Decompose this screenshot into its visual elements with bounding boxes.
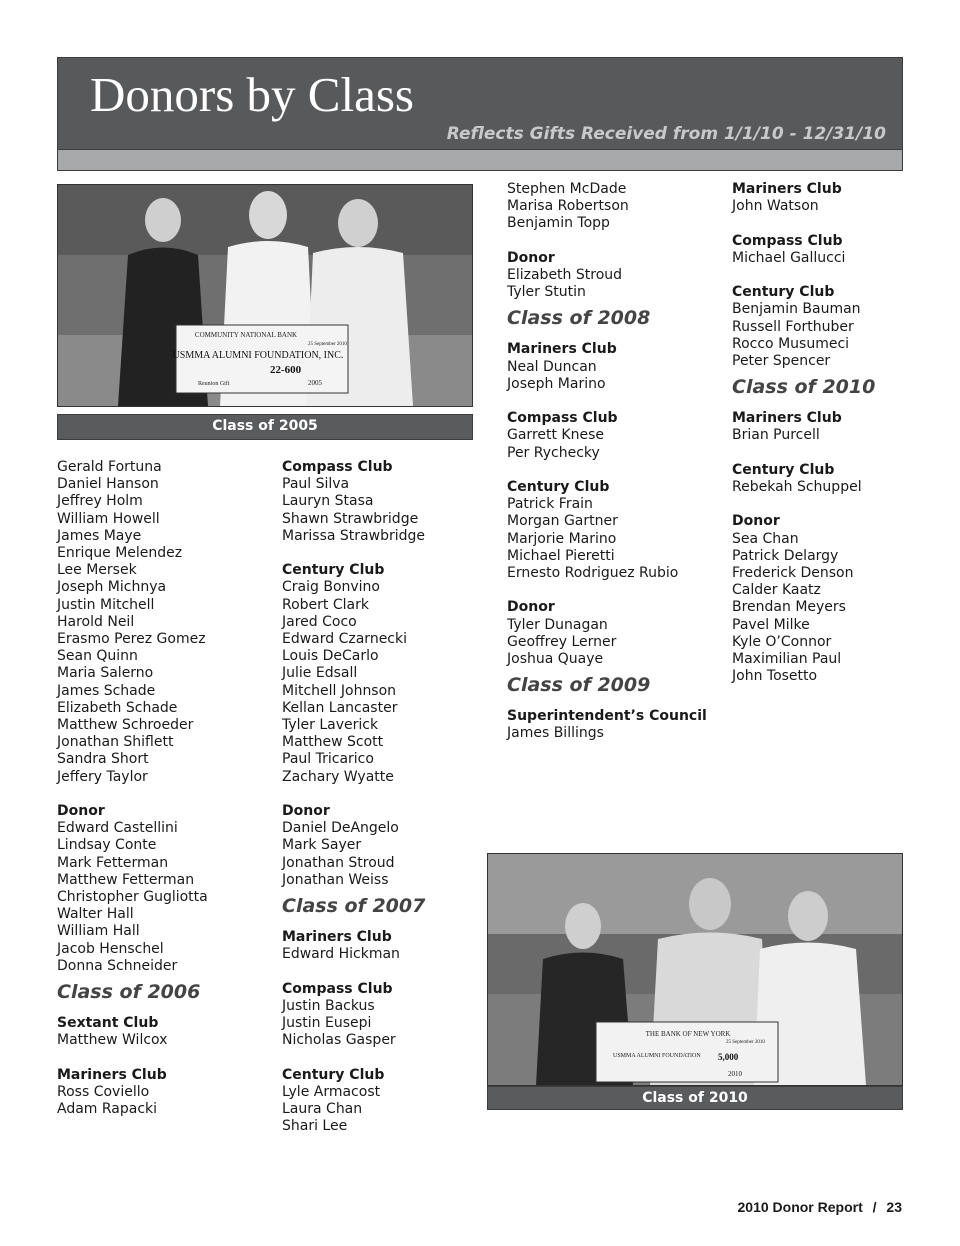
donor-name: Jonathan Stroud [282,854,395,871]
donor-name: Benjamin Topp [507,215,610,232]
giving-level-heading: Donor [57,803,105,820]
donor-name: Joseph Michnya [57,579,167,596]
donor-name: Robert Clark [282,596,369,613]
donor-name: Elizabeth Stroud [507,267,623,283]
giving-level-heading: Mariners Club [732,410,842,427]
donor-name: Frederick Denson [732,565,854,581]
donor-name: Joshua Quaye [507,651,604,668]
donor-name: Daniel DeAngelo [282,820,399,837]
donor-name: Paul Silva [282,476,350,493]
donor-name: Edward Czarnecki [282,631,408,648]
donor-name: Maria Salerno [57,665,154,682]
giving-level-heading: Mariners Club [57,1066,167,1083]
donor-name: Michael Pieretti [507,547,615,564]
footer-label: 2010 Donor Report [737,1199,863,1215]
donor-name: John Watson [732,198,819,215]
page-number: 23 [886,1199,902,1215]
donor-name: Nicholas Gasper [282,1032,396,1049]
donor-name: Tyler Laverick [282,717,379,734]
class-year-heading: Class of 2006 [57,981,201,1004]
donor-name: James Schade [57,682,156,699]
spacer [57,1049,272,1066]
check-class-left: 2005 [308,379,322,387]
check-memo-left: Reunion Gift [198,381,230,387]
check-bank-right: THE BANK OF NEW YORK [645,1030,731,1038]
donor-name: Matthew Scott [282,734,384,751]
donor-name: Enrique Melendez [57,545,183,562]
donor-name: Brendan Meyers [732,599,846,616]
donor-column-2 [282,459,482,1135]
donor-name: John Tosetto [732,668,818,685]
donor-name: Lindsay Conte [57,837,157,854]
donor-name: Lyle Armacost [282,1083,381,1100]
giving-level-heading: Mariners Club [732,181,842,197]
donor-name: Maximilian Paul [732,651,842,668]
donor-name: Paul Tricarico [282,751,374,768]
class-year-heading: Class of 2007 [282,895,426,918]
spacer [732,215,932,232]
check-payee-right: USMMA ALUMNI FOUNDATION [613,1053,701,1059]
donor-name: William Hall [57,923,140,940]
donor-name: Geoffrey Lerner [507,633,617,650]
donor-name: Benjamin Bauman [732,301,861,318]
donor-name: Kyle O’Connor [732,633,832,650]
donor-name: Zachary Wyatte [282,768,394,785]
donor-name: Justin Eusepi [282,1015,372,1032]
donor-name: Julie Edsall [282,665,358,682]
donor-name: Jonathan Weiss [282,871,389,888]
donor-name: Laura Chan [282,1101,363,1118]
spacer [507,582,725,599]
donor-name: Sean Quinn [57,648,138,665]
donor-name: Sea Chan [732,530,799,547]
giving-level-heading: Compass Club [282,459,393,475]
caption-class-2010: Class of 2010 [487,1086,903,1110]
donor-name: Rebekah Schuppel [732,479,862,495]
giving-level-heading: Century Club [732,461,835,478]
donor-name: Patrick Delargy [732,547,839,564]
donor-name: Harold Neil [57,613,135,630]
donor-name: Rocco Musumeci [732,335,850,352]
donor-name: Jeffrey Holm [57,493,143,510]
donor-name: Stephen McDade [507,181,627,197]
class-year-heading: Class of 2008 [507,307,651,330]
donor-name: Jonathan Shiflett [57,734,174,751]
donor-name: Adam Rapacki [57,1101,158,1118]
donor-name: Elizabeth Schade [57,699,178,716]
donor-name: Russell Forthuber [732,318,854,335]
donor-name: Matthew Fetterman [57,871,195,888]
spacer [507,393,725,410]
footer-separator: / [872,1199,877,1215]
header-band [58,149,902,170]
donor-name: Mark Sayer [282,837,362,854]
donor-name: Shawn Strawbridge [282,510,419,527]
check-amount-right: 5,000 [718,1052,739,1062]
donor-name: James Maye [57,527,142,544]
donor-column-4 [732,181,932,685]
giving-level-heading: Donor [507,599,555,616]
donor-name: Neal Duncan [507,358,597,375]
check-date-left: 25 September 2010 [308,342,347,347]
donor-name: Marissa Strawbridge [282,527,426,544]
check-class-right: 2010 [728,1070,742,1078]
photo-class-2005 [57,184,473,407]
giving-level-heading: Donor [507,249,555,266]
photo-class-2010 [487,853,903,1086]
donor-name: Tyler Stutin [507,284,586,301]
giving-level-heading: Century Club [507,479,610,495]
photo-class-2010-image [488,854,902,1085]
donor-name: Tyler Dunagan [507,616,608,633]
giving-level-heading: Century Club [282,562,385,579]
donor-name: William Howell [57,510,160,527]
donor-name: Michael Gallucci [732,249,846,266]
check-payee-left: USMMA ALUMNI FOUNDATION, INC. [172,350,344,361]
spacer [732,445,932,462]
donor-name: Marjorie Marino [507,530,617,547]
donor-name: Shari Lee [282,1118,348,1135]
page-footer [738,1199,903,1215]
donor-name: Per Rychecky [507,444,600,461]
donor-name: Donna Schneider [57,957,178,974]
giving-level-heading: Sextant Club [57,1015,159,1032]
donor-name: Christopher Gugliotta [57,889,208,906]
giving-level-heading: Donor [732,513,780,530]
spacer [507,233,725,250]
page-header [57,57,903,171]
page-subtitle: Reflects Gifts Received from 1/1/10 - 12/31/10 [446,124,886,144]
donor-name: Mitchell Johnson [282,682,397,699]
spacer [282,1049,482,1066]
donor-name: Marisa Robertson [507,198,629,215]
giving-level-heading: Superintendent’s Council [507,708,707,725]
class-year-heading: Class of 2009 [507,674,651,697]
giving-level-heading: Mariners Club [507,341,617,358]
donor-name: Ernesto Rodriguez Rubio [507,565,679,582]
caption-class-2005: Class of 2005 [57,414,473,440]
donor-name: Daniel Hanson [57,476,159,493]
spacer [732,267,932,284]
donor-name: Justin Backus [282,997,375,1014]
spacer [732,496,932,513]
donor-name: Gerald Fortuna [57,459,162,475]
donor-name: Craig Bonvino [282,579,380,596]
giving-level-heading: Mariners Club [282,929,392,946]
class-year-heading: Class of 2010 [732,376,876,399]
donor-name: Matthew Wilcox [57,1032,168,1049]
donor-name: Edward Castellini [57,820,178,837]
spacer [507,462,725,479]
donor-name: Edward Hickman [282,946,400,963]
spacer [282,786,482,803]
photo-class-2005-image [58,185,472,406]
check-bank-left: COMMUNITY NATIONAL BANK [194,331,298,339]
donor-name: Jeffery Taylor [57,768,148,785]
donor-name: Erasmo Perez Gomez [57,631,206,648]
giving-level-heading: Donor [282,803,330,820]
donor-name: Kellan Lancaster [282,699,398,716]
donor-name: Patrick Frain [507,496,593,513]
donor-name: Ross Coviello [57,1083,150,1100]
donor-name: Joseph Marino [507,375,606,392]
check-amount-left: 22-600 [270,364,302,376]
giving-level-heading: Century Club [282,1066,385,1083]
check-date-right: 25 September 2010 [726,1040,765,1045]
donor-name: Walter Hall [57,906,134,923]
giving-level-heading: Compass Club [282,980,393,997]
donor-name: Lee Mersek [57,562,137,579]
donor-name: Brian Purcell [732,427,820,444]
donor-name: Calder Kaatz [732,582,821,599]
donor-name: James Billings [507,725,604,742]
donor-name: Lauryn Stasa [282,493,374,510]
donor-name: Morgan Gartner [507,513,618,530]
donor-name: Justin Mitchell [57,596,155,613]
spacer [57,786,272,803]
donor-name: Sandra Short [57,751,149,768]
donor-name: Jacob Henschel [57,940,164,957]
giving-level-heading: Compass Club [732,232,843,249]
donor-column-1 [57,459,272,1118]
spacer [282,545,482,562]
donor-name: Mark Fetterman [57,854,169,871]
donor-column-3 [507,181,725,743]
giving-level-heading: Century Club [732,284,835,301]
donor-name: Jared Coco [282,613,357,630]
donor-name: Louis DeCarlo [282,648,379,665]
giving-level-heading: Compass Club [507,410,618,427]
donor-name: Matthew Schroeder [57,717,194,734]
spacer [282,963,482,980]
donor-name: Garrett Knese [507,427,605,444]
donor-name: Peter Spencer [732,353,831,369]
donor-name: Pavel Milke [732,616,810,633]
page-title: Donors by Class [90,67,414,122]
